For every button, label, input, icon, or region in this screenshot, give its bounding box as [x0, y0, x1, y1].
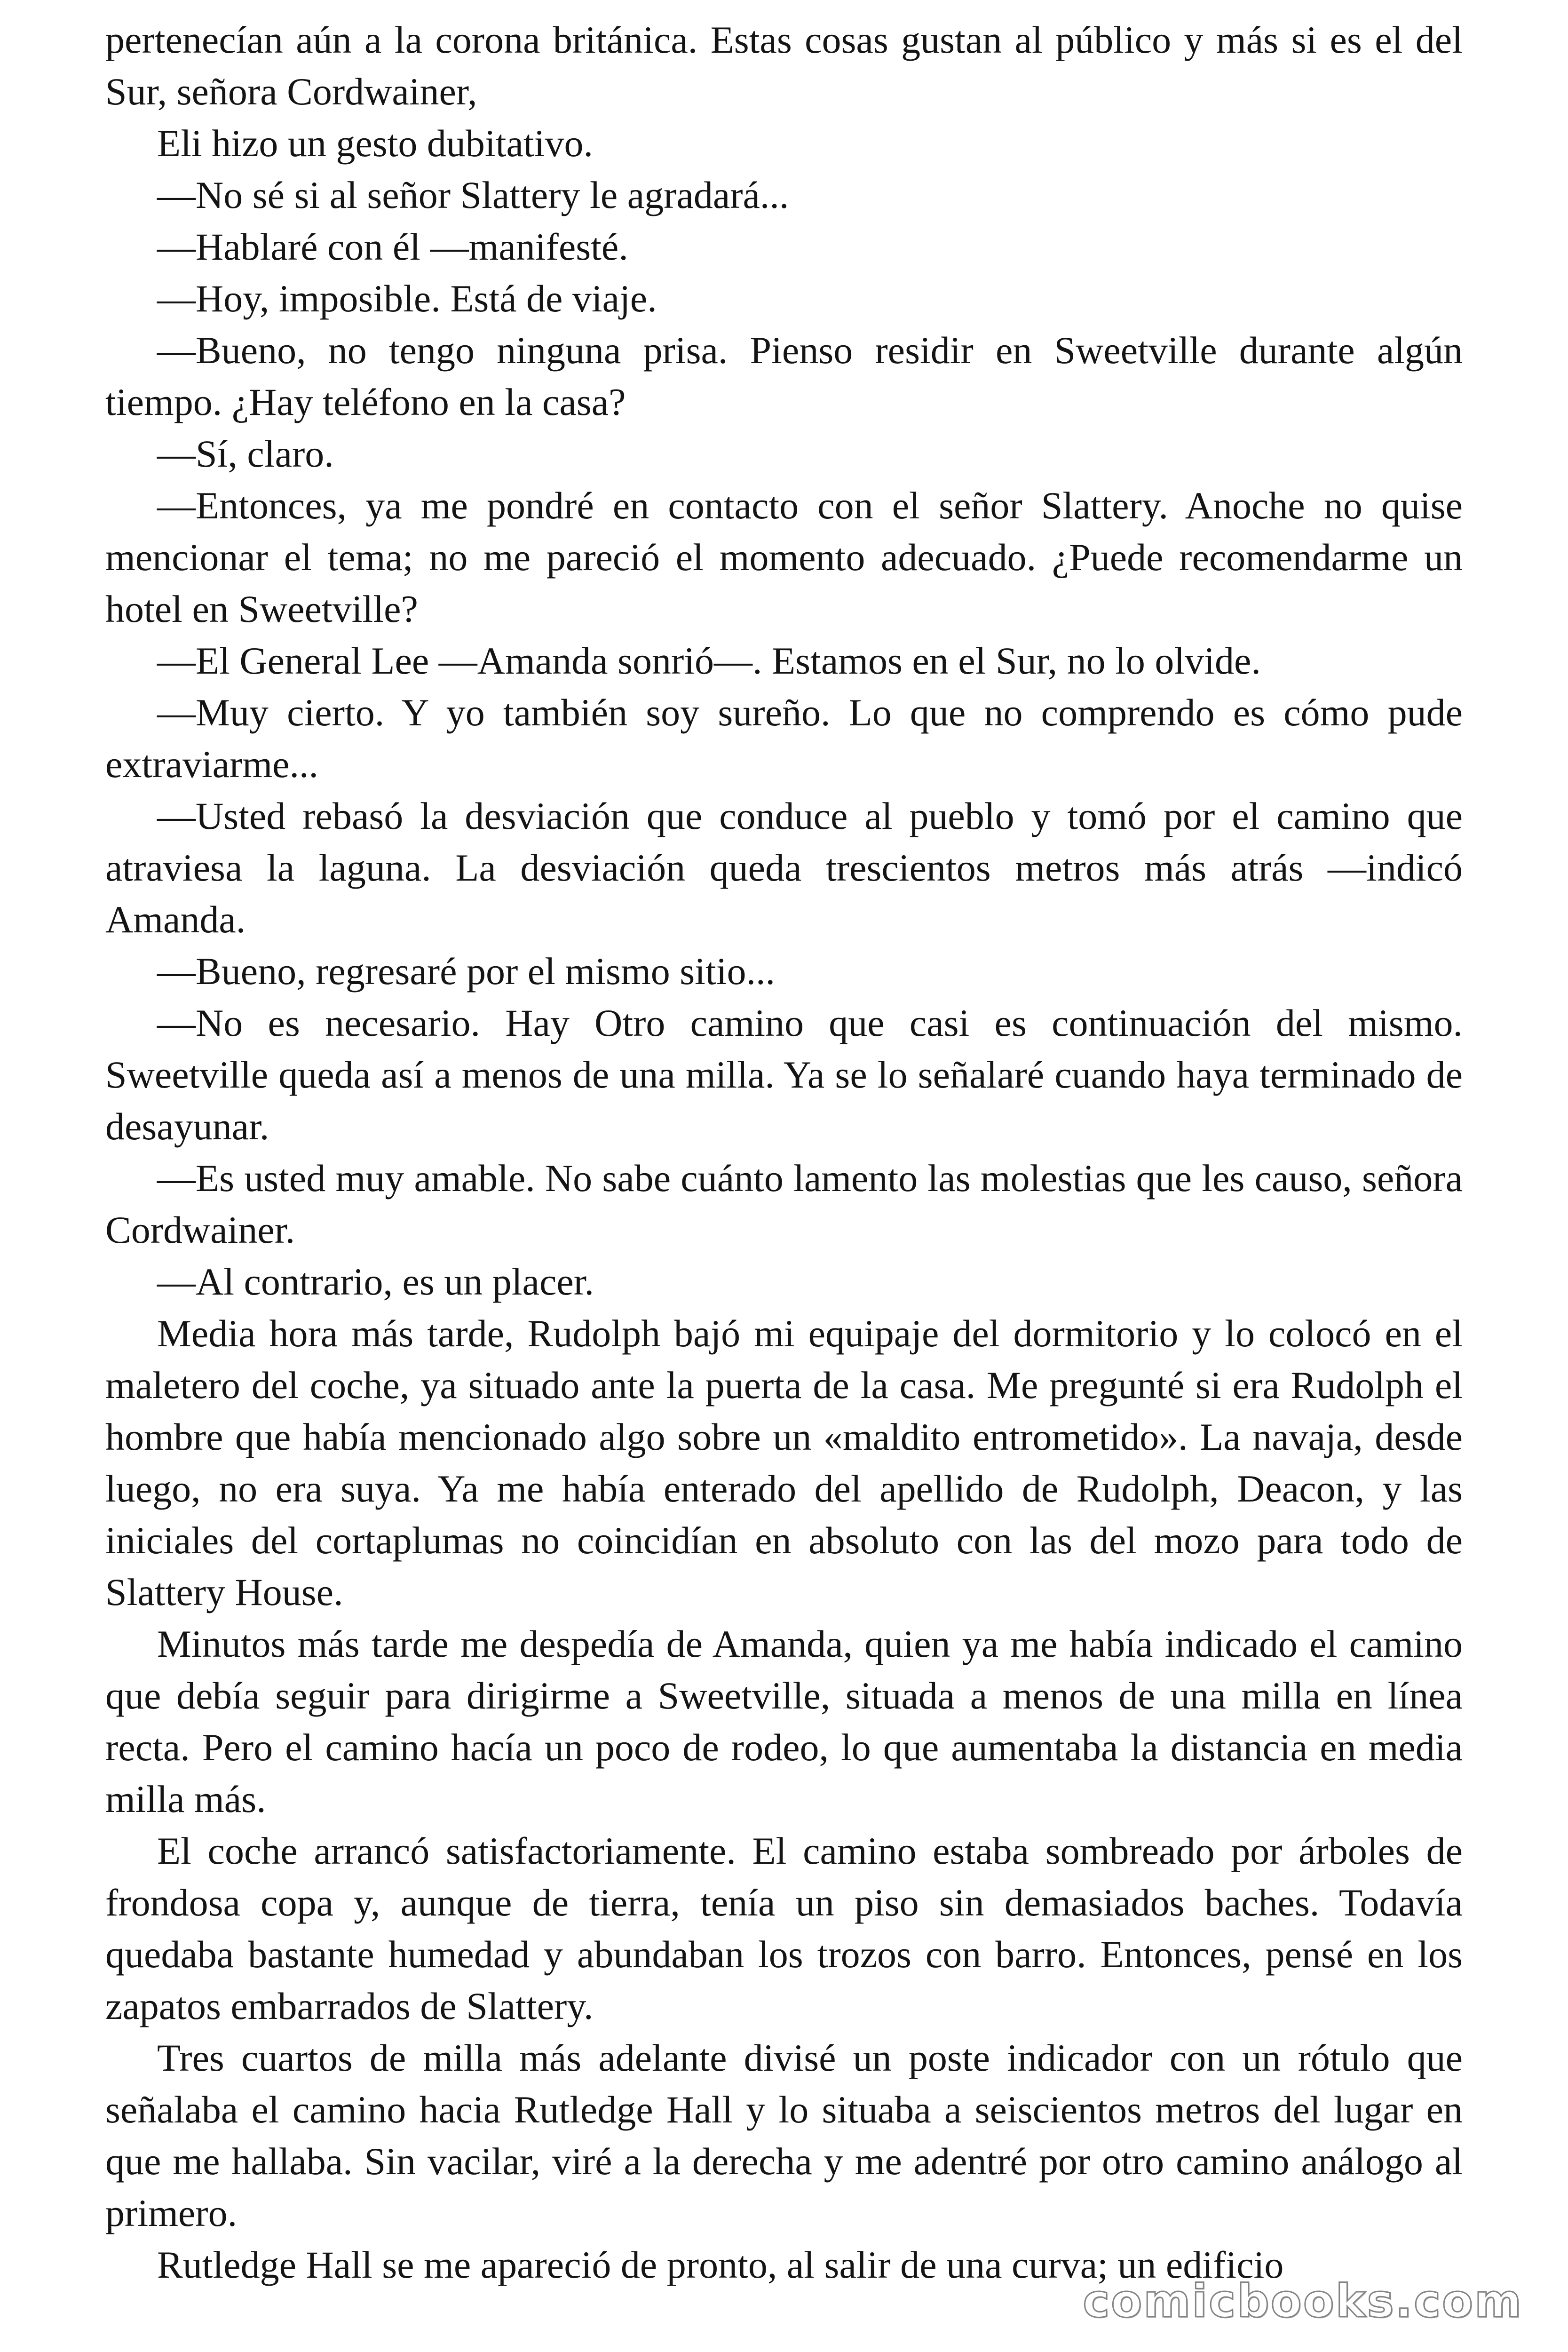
dialogue-line: —Es usted muy amable. No sabe cuánto lamento las molestias que les causo, señora Cordwainer.: [105, 1157, 1463, 1251]
dialogue-line: —Entonces, ya me pondré en contacto con el señor Slattery. Anoche no quise mencionar el tema; no me pareció el momento adecuado. ¿Puede recomendarme un hotel en Sweetville?: [105, 484, 1463, 630]
paragraph: Minutos más tarde me despedía de Amanda, quien ya me había indicado el camino que debía seguir para dirigirme a Sweetville, situada a menos de una milla en línea recta. Pero el camino hacía un poco de rodeo, lo que aumentaba la distancia en media milla más.: [105, 1622, 1463, 1820]
book-page: [105, 14, 1463, 2333]
dialogue-line: —Hoy, imposible. Está de viaje.: [157, 277, 657, 320]
watermark-logo: comicbooks.com: [1083, 2275, 1523, 2328]
dialogue-line: —Sí, claro.: [157, 432, 334, 475]
paragraph: Rutledge Hall se me apareció de pronto, al salir de una curva; un edificio: [157, 2243, 1284, 2286]
dialogue-line: —Al contrario, es un placer.: [157, 1260, 594, 1303]
dialogue-line: —No es necesario. Hay Otro camino que casi es continuación del mismo. Sweetville queda así a menos de una milla. Ya se lo señalaré cuando haya terminado de desayunar.: [105, 1001, 1463, 1148]
paragraph: El coche arrancó satisfactoriamente. El camino estaba sombreado por árboles de frondosa copa y, aunque de tierra, tenía un piso sin demasiados baches. Todavía quedaba bastante humedad y abundaban los trozos con barro. Entonces, pensé en los zapatos embarrados de Slattery.: [105, 1829, 1463, 2027]
paragraph: Eli hizo un gesto dubitativo.: [157, 122, 593, 165]
dialogue-line: —Usted rebasó la desviación que conduce al pueblo y tomó por el camino que atraviesa la laguna. La desviación queda trescientos metros más atrás —indicó Amanda.: [105, 795, 1463, 941]
dialogue-line: —El General Lee —Amanda sonrió—. Estamos en el Sur, no lo olvide.: [157, 639, 1261, 682]
dialogue-line: —Hablaré con él —manifesté.: [157, 225, 628, 268]
paragraph-continued: pertenecían aún a la corona británica. Estas cosas gustan al público y más si es el del Sur, señora Cordwainer,: [105, 18, 1463, 113]
dialogue-line: —Bueno, no tengo ninguna prisa. Pienso residir en Sweetville durante algún tiempo. ¿Hay teléfono en la casa?: [105, 329, 1463, 423]
dialogue-line: —Bueno, regresaré por el mismo sitio...: [157, 950, 776, 993]
paragraph: Tres cuartos de milla más adelante divisé un poste indicador con un rótulo que señalaba el camino hacia Rutledge Hall y lo situaba a seiscientos metros del lugar en que me hallaba. Sin vacilar, viré a la derecha y me adentré por otro camino análogo al primero.: [105, 2036, 1463, 2234]
dialogue-line: —Muy cierto. Y yo también soy sureño. Lo que no comprendo es cómo pude extraviarme...: [105, 691, 1463, 786]
paragraph: Media hora más tarde, Rudolph bajó mi equipaje del dormitorio y lo colocó en el maletero del coche, ya situado ante la puerta de la casa. Me pregunté si era Rudolph el hombre que había mencionado algo sobre un «maldito entrometido». La navaja, desde luego, no era suya. Ya me había enterado del apellido de Rudolph, Deacon, y las iniciales del cortaplumas no coincidían en absoluto con las del mozo para todo de Slattery House.: [105, 1312, 1463, 1613]
dialogue-line: —No sé si al señor Slattery le agradará...: [157, 174, 789, 216]
